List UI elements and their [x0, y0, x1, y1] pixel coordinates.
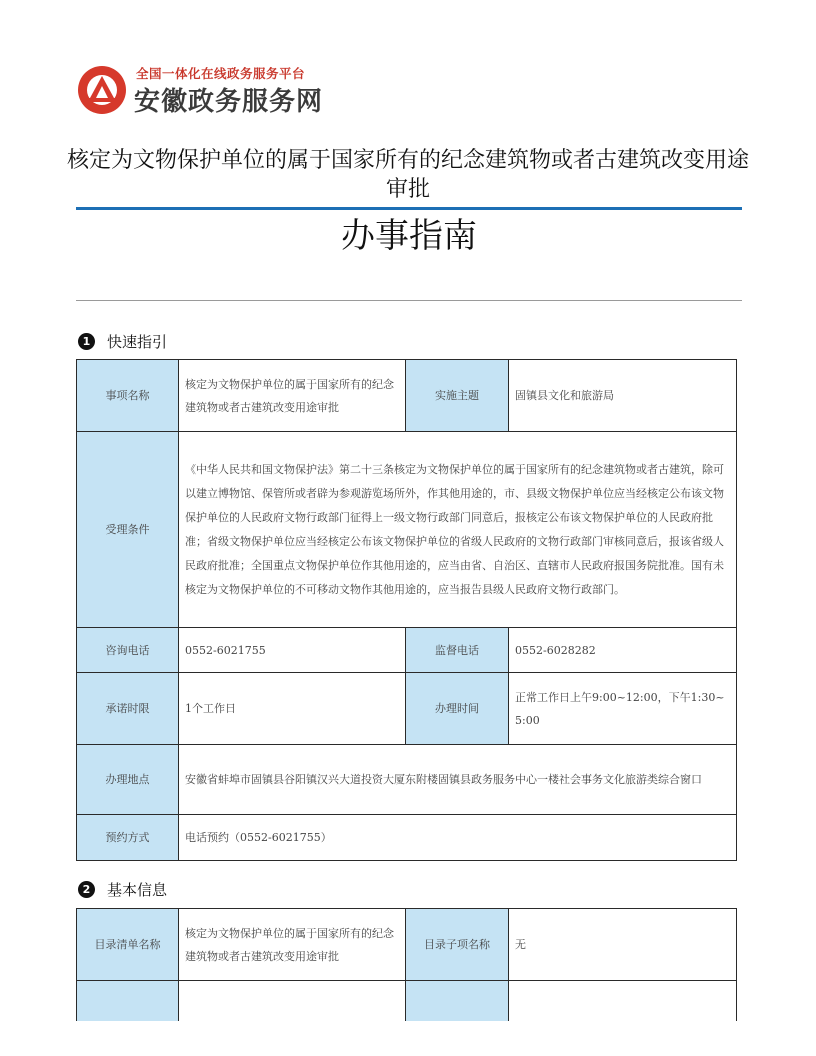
table-row [77, 909, 737, 981]
table-row [77, 673, 737, 745]
item-name-label: 事项名称 [77, 360, 179, 432]
consult-phone-value[interactable]: 0552-6021755 [179, 628, 406, 673]
table-row [77, 432, 737, 628]
promise-time-value: 1个工作日 [179, 673, 406, 745]
section-title: 快速指引 [107, 332, 168, 351]
address-value: 安徽省蚌埠市固镇县谷阳镇汉兴大道投资大厦东附楼固镇县政务服务中心一楼社会事务文化旅游类综合窗口 [179, 745, 737, 815]
empty-value [179, 981, 406, 1021]
logo-subtitle: 全国一体化在线政务服务平台 [136, 66, 306, 81]
conditions-label: 受理条件 [77, 432, 179, 628]
empty-label [406, 981, 509, 1021]
basic-info-table [76, 908, 737, 1021]
implementer-label: 实施主题 [406, 360, 509, 432]
table-row [77, 815, 737, 861]
table-row [77, 628, 737, 673]
address-label: 办理地点 [77, 745, 179, 815]
empty-label [77, 981, 179, 1021]
anhui-logo-icon [76, 64, 128, 116]
empty-value [509, 981, 737, 1021]
table-row [77, 745, 737, 815]
implementer-value: 固镇县文化和旅游局 [509, 360, 737, 432]
sub-item-value: 无 [509, 909, 737, 981]
catalog-value: 核定为文物保护单位的属于国家所有的纪念建筑物或者古建筑改变用途审批 [179, 909, 406, 981]
table-row [77, 360, 737, 432]
sub-item-label: 目录子项名称 [406, 909, 509, 981]
logo-title: 安徽政务服务网 [134, 87, 324, 117]
section-basic-info [78, 878, 167, 900]
title-divider [76, 207, 742, 210]
appointment-label: 预约方式 [77, 815, 179, 861]
section-title: 基本信息 [107, 880, 168, 899]
quick-guide-table [76, 359, 737, 861]
header-divider [76, 300, 742, 301]
office-hours-value: 正常工作日上午9:00~12:00，下午1:30~5:00 [509, 673, 737, 745]
supervise-phone-label: 监督电话 [406, 628, 509, 673]
section-number-icon: 2 [78, 881, 95, 898]
guide-heading: 办事指南 [341, 216, 477, 256]
item-name-value: 核定为文物保护单位的属于国家所有的纪念建筑物或者古建筑改变用途审批 [179, 360, 406, 432]
promise-time-label: 承诺时限 [77, 673, 179, 745]
appointment-value: 电话预约（0552-6021755） [179, 815, 737, 861]
site-logo[interactable] [76, 64, 346, 120]
section-quick-guide [78, 330, 167, 352]
conditions-value: 《中华人民共和国文物保护法》第二十三条核定为文物保护单位的属于国家所有的纪念建筑物或者古建筑，除可以建立博物馆、保管所或者辟为参观游览场所外，作其他用途的，市、县级文物保护单位应当经核定公布该文物保护单位的人民政府文物行政部门征得上一级文物行政部门同意后，报核定公布该文物保护单位的人民政府批准；省级文物保护单位应当经核定公布该文物保护单位的省级人民政府的文物行政部门审核同意后，报该省级人民政府批准；全国重点文物保护单位作其他用途的，应当由省、自治区、直辖市人民政府报国务院批准。国有未核定为文物保护单位的不可移动文物作其他用途的，应当报告县级人民政府文物行政部门。 [179, 432, 737, 628]
document-title: 核定为文物保护单位的属于国家所有的纪念建筑物或者古建筑改变用途审批 [66, 148, 749, 202]
supervise-phone-value[interactable]: 0552-6028282 [509, 628, 737, 673]
consult-phone-label: 咨询电话 [77, 628, 179, 673]
catalog-label: 目录清单名称 [77, 909, 179, 981]
table-row [77, 981, 737, 1021]
section-number-icon: 1 [78, 333, 95, 350]
office-hours-label: 办理时间 [406, 673, 509, 745]
